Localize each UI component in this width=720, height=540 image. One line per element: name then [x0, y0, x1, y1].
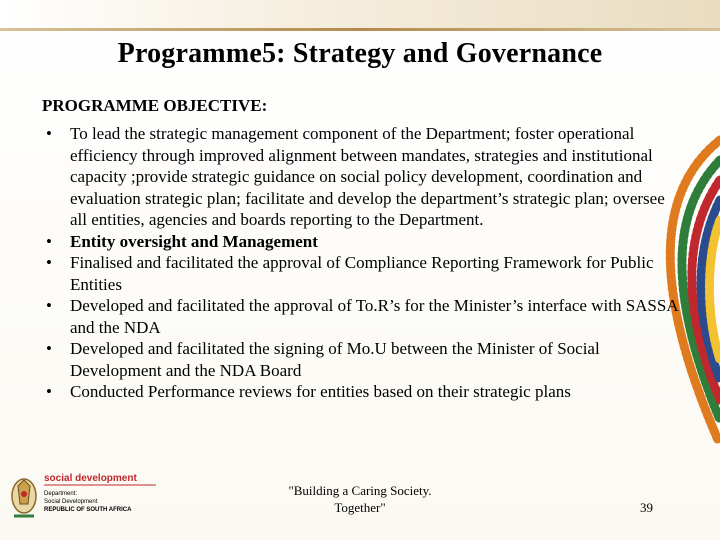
- bullet-text: Conducted Performance reviews for entities based on their strategic plans: [70, 382, 571, 401]
- department-logo: [6, 468, 166, 528]
- top-border-line: [0, 28, 720, 31]
- bullet-item: [42, 123, 682, 231]
- footer-tagline: [272, 482, 448, 516]
- logo-line2: Social Development: [44, 499, 98, 505]
- bullet-item: [42, 295, 682, 338]
- bullet-marker: •: [46, 382, 52, 401]
- bullet-text: Finalised and facilitated the approval of Compliance Reporting Framework for Public Entities: [70, 253, 654, 294]
- bullet-text: Developed and facilitated the signing of Mo.U between the Minister of Social Development and the NDA Board: [70, 339, 600, 380]
- bullet-item: [42, 252, 682, 295]
- bullet-text: Developed and facilitated the approval of To.R’s for the Minister’s interface with SASSA and the NDA: [70, 296, 678, 337]
- coat-of-arms-icon: [12, 479, 36, 516]
- bullet-text: Entity oversight and Management: [70, 231, 318, 251]
- bullet-marker: •: [46, 253, 52, 272]
- bullet-marker: •: [46, 124, 52, 143]
- bullet-list: [42, 123, 682, 403]
- tagline-line2: Together": [334, 500, 386, 515]
- bullet-marker: •: [46, 231, 52, 251]
- bullet-marker: •: [46, 339, 52, 358]
- objective-heading: PROGRAMME OBJECTIVE:: [42, 96, 268, 115]
- logo-brand-text: social development: [44, 473, 137, 484]
- bullet-marker: •: [46, 296, 52, 315]
- footer: [0, 468, 720, 540]
- logo-line1: Department:: [44, 491, 78, 497]
- tagline-line1: "Building a Caring Society.: [288, 483, 432, 498]
- bullet-item: [42, 338, 682, 381]
- bullet-text: To lead the strategic management component of the Department; foster operational efficiency through improved alignment between mandates, strategies and institutional capacity ;provide strategic guidance on social policy development, coordination and evaluation strategic plan; facilitate and develop the department’s strategic plan; oversee all entities, agencies and boards reporting to the Department.: [70, 124, 665, 229]
- bullet-item: [42, 231, 682, 253]
- bullet-item: [42, 381, 682, 403]
- logo-line3: REPUBLIC OF SOUTH AFRICA: [44, 507, 132, 513]
- page-number: 39: [640, 500, 653, 515]
- top-decorative-band: [0, 0, 720, 30]
- slide-title: Programme5: Strategy and Governance: [117, 38, 603, 69]
